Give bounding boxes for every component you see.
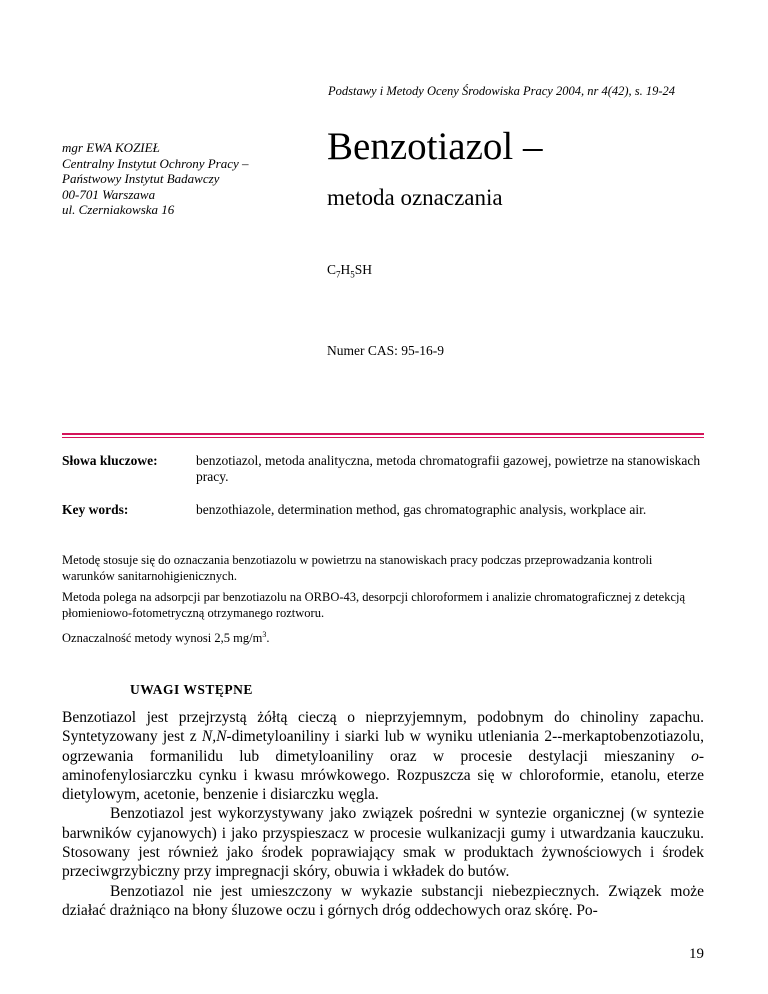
- divider-thin: [62, 437, 704, 438]
- body-italic: o: [691, 747, 699, 765]
- abstract-paragraph: [62, 627, 704, 647]
- paper-subtitle: metoda oznaczania: [327, 185, 503, 210]
- body-text-run: -aminofenylosiarczku cynku i kwasu mrówkowego. Rozpuszcza się w chloroformie, etanolu, eterze dietylowym, acetonie, benzenie i disiarczku węgla.: [62, 747, 704, 804]
- divider-thick: [62, 433, 704, 435]
- formula-h: H: [340, 262, 351, 277]
- formula-c-sub: 7: [336, 269, 341, 280]
- body-italic: N,N: [201, 728, 227, 746]
- author-affiliation-line: Państwowy Instytut Badawczy: [62, 171, 220, 186]
- keywords-text-pl: benzotiazol, metoda analityczna, metoda chromatografii gazowej, powietrze na stanowiskach pracy.: [196, 453, 701, 484]
- section-heading: UWAGI WSTĘPNE: [130, 682, 253, 697]
- keywords-label-pl: Słowa kluczowe:: [62, 453, 158, 468]
- formula-h-sub: 5: [350, 269, 355, 280]
- keywords-text-en: benzothiazole, determination method, gas chromatographic analysis, workplace air.: [196, 502, 647, 517]
- author-affiliation-line: Centralny Instytut Ochrony Pracy –: [62, 155, 249, 171]
- paper-title: Benzotiazol –: [327, 125, 543, 168]
- body-paragraph: Benzotiazol nie jest umieszczony w wykazie substancji niebezpiecznych. Związek może działać drażniąco na błony śluzowe oczu i górnych dróg oddechowych oraz skórę. Po-: [62, 882, 704, 919]
- body-text-run: Benzotiazol jest przejrzystą żółtą cieczą o nieprzyjemnym, podobnym do chinoliny zapachu. Syntetyzowany jest z: [62, 709, 704, 746]
- body-paragraph: [62, 708, 704, 804]
- formula-c: C: [327, 262, 337, 277]
- body-text: [62, 708, 704, 920]
- cas-number: Numer CAS: 95-16-9: [327, 343, 444, 358]
- chemical-formula: [327, 262, 372, 280]
- author-block: [62, 140, 312, 218]
- keywords-label-en: Key words:: [62, 502, 129, 517]
- abstract-text: Oznaczalność metody wynosi 2,5 mg/m: [62, 631, 263, 646]
- body-text-run: -dimetyloaniliny i siarki lub w wyniku utleniania 2--merkaptobenzotiazolu, ogrzewania formanilidu lub dimetyloaniliny oraz w procesie destylacji mieszaniny: [62, 728, 704, 765]
- author-name: mgr EWA KOZIEŁ: [62, 140, 160, 155]
- abstract-paragraph: Metoda polega na adsorpcji par benzotiazolu na ORBO-43, desorpcji chloroformem i analizie chromatograficznej z detekcją płomieniowo-fotometryczną otrzymanego roztworu.: [62, 590, 686, 620]
- abstract-end: .: [266, 631, 270, 646]
- author-address-line: ul. Czerniakowska 16: [62, 202, 175, 217]
- formula-rest: SH: [354, 262, 373, 277]
- abstract-sup: 3: [262, 630, 267, 639]
- page-number: 19: [689, 946, 704, 962]
- author-address-line: 00-701 Warszawa: [62, 186, 156, 202]
- body-paragraph: Benzotiazol jest wykorzystywany jako związek pośredni w syntezie organicznej (w syntezie barwników cyjanowych) i jako przyspieszacz w procesie wulkanizacji gumy i utwardzania kauczuku. Stosowany jest również jako środek poprawiający smak w produktach żywnościowych i środek przeciwgrzybiczny przy impregnacji skóry, obuwia i wkładek do butów.: [62, 805, 704, 881]
- abstract-paragraph: Metodę stosuje się do oznaczania benzotiazolu w powietrzu na stanowiskach pracy podczas przeprowadzania kontroli warunków sanitarnohigienicznych.: [62, 553, 653, 583]
- journal-reference: Podstawy i Metody Oceny Środowiska Pracy 2004, nr 4(42), s. 19-24: [328, 84, 676, 98]
